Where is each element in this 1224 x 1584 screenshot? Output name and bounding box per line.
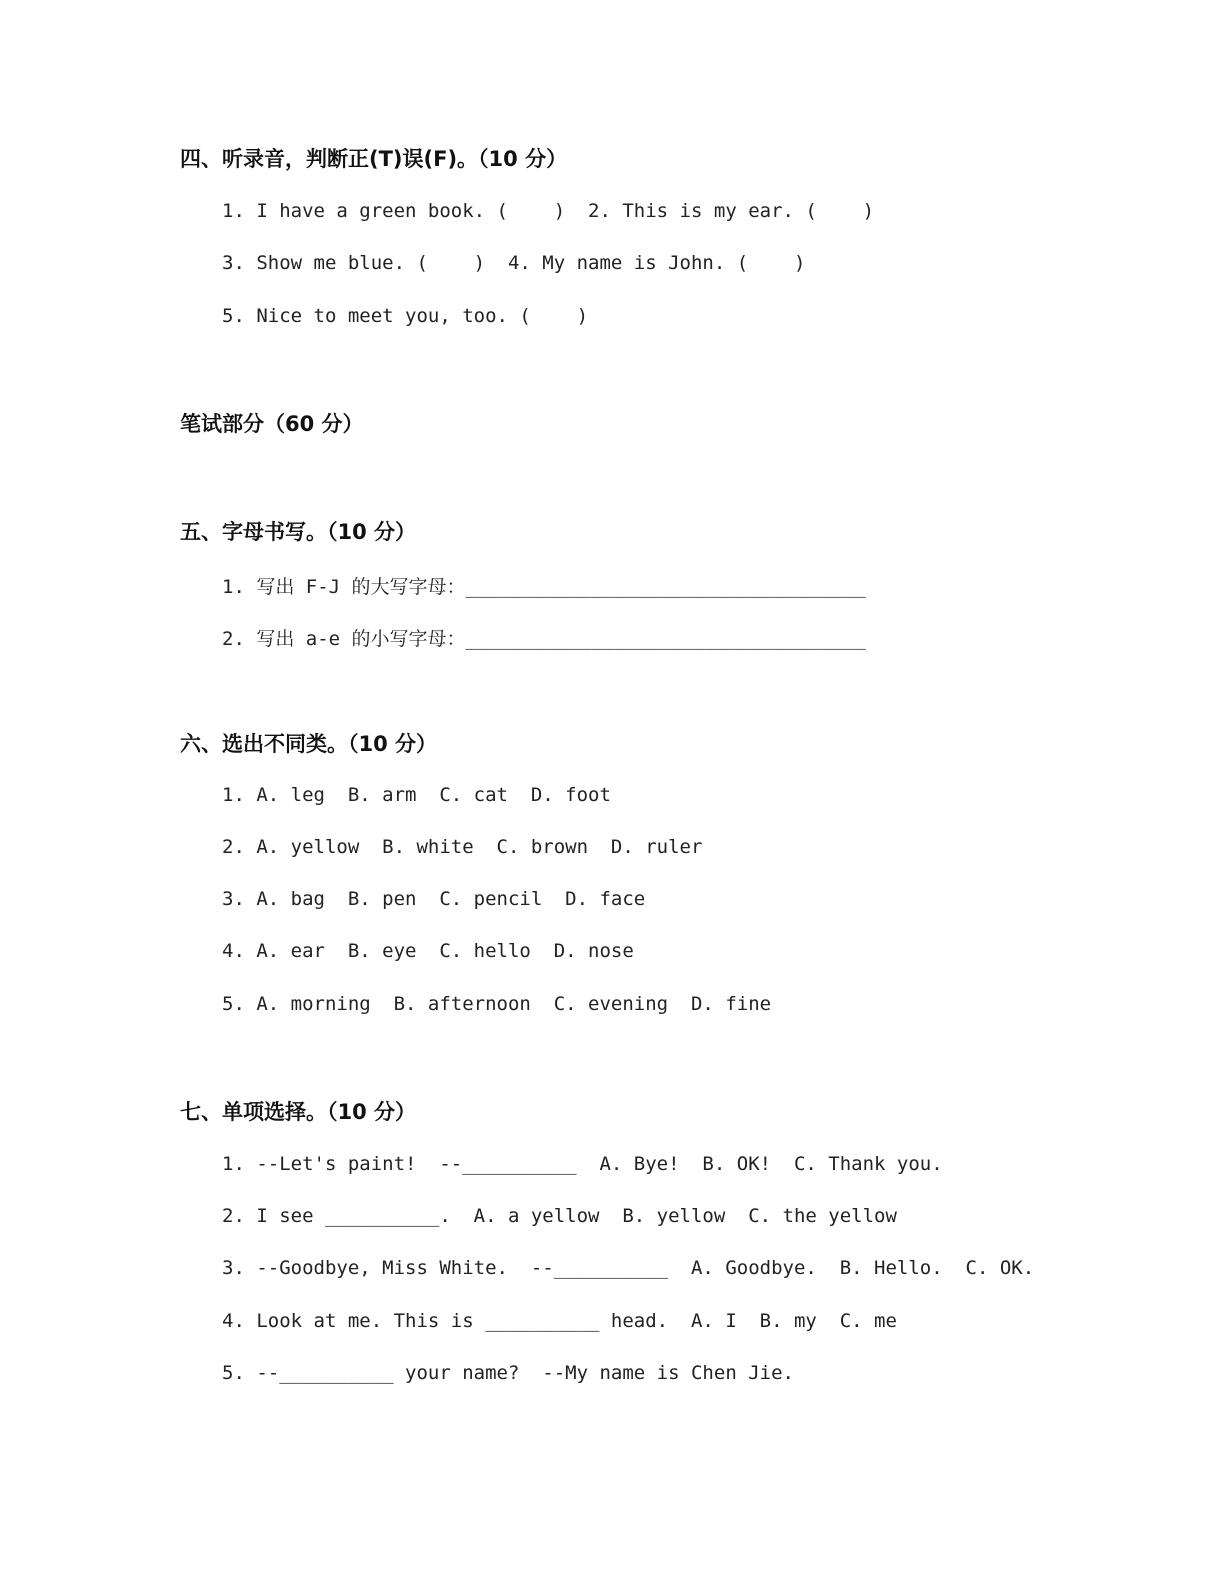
section-5-item-1: 1. 写出 F-J 的大写字母：___________________________________ (222, 576, 866, 598)
section-4-item-3-4: 3. Show me blue. ( ) 4. My name is John. ( ) (222, 252, 806, 274)
section-7-item-2: 2. I see __________. A. a yellow B. yellow C. the yellow (222, 1205, 897, 1227)
section-5-item-2: 2. 写出 a-e 的小写字母：___________________________________ (222, 628, 866, 650)
section-6-item-2: 2. A. yellow B. white C. brown D. ruler (222, 836, 703, 858)
section-7-item-3: 3. --Goodbye, Miss White. --__________ A. Goodbye. B. Hello. C. OK. (222, 1257, 1035, 1279)
section-4-heading: 四、听录音，判断正(T)误(F)。（10 分） (180, 147, 568, 171)
written-part-heading: 笔试部分（60 分） (180, 412, 364, 436)
section-6-item-4: 4. A. ear B. eye C. hello D. nose (222, 940, 634, 962)
section-6-item-3: 3. A. bag B. pen C. pencil D. face (222, 888, 646, 910)
section-7-item-1: 1. --Let's paint! --__________ A. Bye! B. OK! C. Thank you. (222, 1153, 943, 1175)
section-7-item-4: 4. Look at me. This is __________ head. A. I B. my C. me (222, 1310, 897, 1332)
section-6-item-1: 1. A. leg B. arm C. cat D. foot (222, 784, 611, 806)
section-6-item-5: 5. A. morning B. afternoon C. evening D. fine (222, 993, 772, 1015)
section-4-item-5: 5. Nice to meet you, too. ( ) (222, 305, 589, 327)
section-5-heading: 五、字母书写。（10 分） (180, 520, 417, 544)
section-7-heading: 七、单项选择。（10 分） (180, 1100, 417, 1124)
section-6-heading: 六、选出不同类。（10 分） (180, 732, 438, 756)
section-4-item-1-2: 1. I have a green book. ( ) 2. This is my ear. ( ) (222, 200, 875, 222)
section-7-item-5: 5. --__________ your name? --My name is Chen Jie. (222, 1362, 794, 1384)
